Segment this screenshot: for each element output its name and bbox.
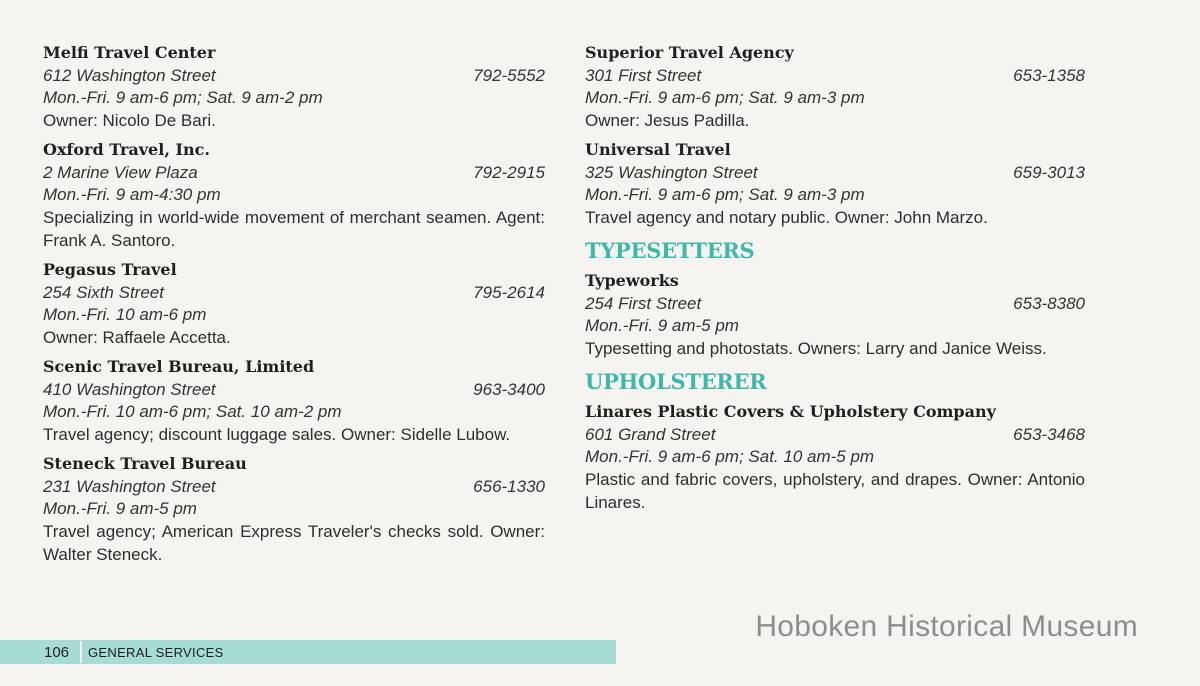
address-row	[43, 379, 545, 401]
listing-note: Travel agency; American Express Traveler's checks sold. Owner: Walter Steneck.	[43, 522, 545, 564]
listing-note: Travel agency; discount luggage sales. Owner: Sidelle Lubow.	[43, 425, 511, 444]
listing-phone: 792-5552	[473, 66, 545, 85]
listing-note: Plastic and fabric covers, upholstery, and drapes. Owner: Antonio Linares.	[585, 470, 1085, 512]
listing-hours: Mon.-Fri. 9 am-5 pm	[585, 316, 739, 335]
listing-address: 612 Washington Street	[43, 66, 216, 85]
listing-phone: 653-1358	[1013, 66, 1085, 85]
address-row	[43, 476, 545, 498]
listing-universal-travel	[585, 138, 1085, 229]
listing-hours: Mon.-Fri. 10 am-6 pm	[43, 305, 207, 324]
watermark: Hoboken Historical Museum	[755, 610, 1138, 643]
listing-superior-travel-agency	[585, 41, 1085, 132]
listing-name: Typeworks	[585, 271, 679, 290]
listing-phone: 795-2614	[473, 283, 545, 302]
listing-name: Steneck Travel Bureau	[43, 454, 247, 473]
listing-hours: Mon.-Fri. 10 am-6 pm; Sat. 10 am-2 pm	[43, 402, 342, 421]
listing-name: Scenic Travel Bureau, Limited	[43, 357, 315, 376]
footer-section-label: GENERAL SERVICES	[80, 641, 618, 663]
listing-linares-plastic-covers	[585, 400, 1085, 514]
listing-address: 601 Grand Street	[585, 425, 716, 444]
listing-hours: Mon.-Fri. 9 am-4:30 pm	[43, 185, 221, 204]
listing-address: 325 Washington Street	[585, 163, 758, 182]
listing-address: 301 First Street	[585, 66, 702, 85]
listing-name: Oxford Travel, Inc.	[43, 140, 210, 159]
listing-pegasus-travel	[43, 258, 545, 349]
listing-note: Owner: Jesus Padilla.	[585, 111, 750, 130]
section-heading-typesetters: TYPESETTERS	[585, 238, 755, 263]
listing-oxford-travel	[43, 138, 545, 252]
right-column	[585, 40, 1085, 520]
listing-name: Linares Plastic Covers & Upholstery Company	[585, 402, 996, 421]
listing-phone: 963-3400	[473, 380, 545, 399]
address-row	[43, 65, 545, 87]
page-number: 106	[44, 644, 70, 661]
address-row	[43, 282, 545, 304]
listing-hours: Mon.-Fri. 9 am-6 pm; Sat. 9 am-3 pm	[585, 185, 865, 204]
listing-note: Typesetting and photostats. Owners: Larry and Janice Weiss.	[585, 339, 1047, 358]
listing-hours: Mon.-Fri. 9 am-6 pm; Sat. 9 am-2 pm	[43, 88, 323, 107]
listing-name: Universal Travel	[585, 140, 731, 159]
listing-phone: 656-1330	[473, 477, 545, 496]
listing-note: Owner: Raffaele Accetta.	[43, 328, 231, 347]
listing-typeworks	[585, 269, 1085, 360]
listing-hours: Mon.-Fri. 9 am-6 pm; Sat. 9 am-3 pm	[585, 88, 865, 107]
listing-phone: 792-2915	[473, 163, 545, 182]
listing-name: Melfi Travel Center	[43, 43, 216, 62]
listing-address: 2 Marine View Plaza	[43, 163, 198, 182]
address-row	[585, 65, 1085, 87]
listing-phone: 653-3468	[1013, 425, 1085, 444]
section-heading-upholsterer: UPHOLSTERER	[585, 369, 767, 394]
listing-note: Owner: Nicolo De Bari.	[43, 111, 216, 130]
listing-note: Specializing in world-wide movement of merchant seamen. Agent: Frank A. Santoro.	[43, 208, 545, 250]
address-row	[585, 424, 1085, 446]
listing-steneck-travel-bureau	[43, 452, 545, 566]
listing-phone: 659-3013	[1013, 163, 1085, 182]
listing-hours: Mon.-Fri. 9 am-6 pm; Sat. 10 am-5 pm	[585, 447, 875, 466]
listing-melfi-travel-center	[43, 41, 545, 132]
listing-phone: 653-8380	[1013, 294, 1085, 313]
address-row	[43, 162, 545, 184]
listing-scenic-travel-bureau	[43, 355, 545, 446]
listing-note: Travel agency and notary public. Owner: John Marzo.	[585, 208, 988, 227]
listing-address: 254 First Street	[585, 294, 702, 313]
left-column	[43, 40, 545, 572]
listing-hours: Mon.-Fri. 9 am-5 pm	[43, 499, 197, 518]
address-row	[585, 162, 1085, 184]
listing-address: 410 Washington Street	[43, 380, 216, 399]
listing-address: 231 Washington Street	[43, 477, 216, 496]
listing-name: Superior Travel Agency	[585, 43, 794, 62]
listing-name: Pegasus Travel	[43, 260, 177, 279]
listing-address: 254 Sixth Street	[43, 283, 164, 302]
address-row	[585, 293, 1085, 315]
